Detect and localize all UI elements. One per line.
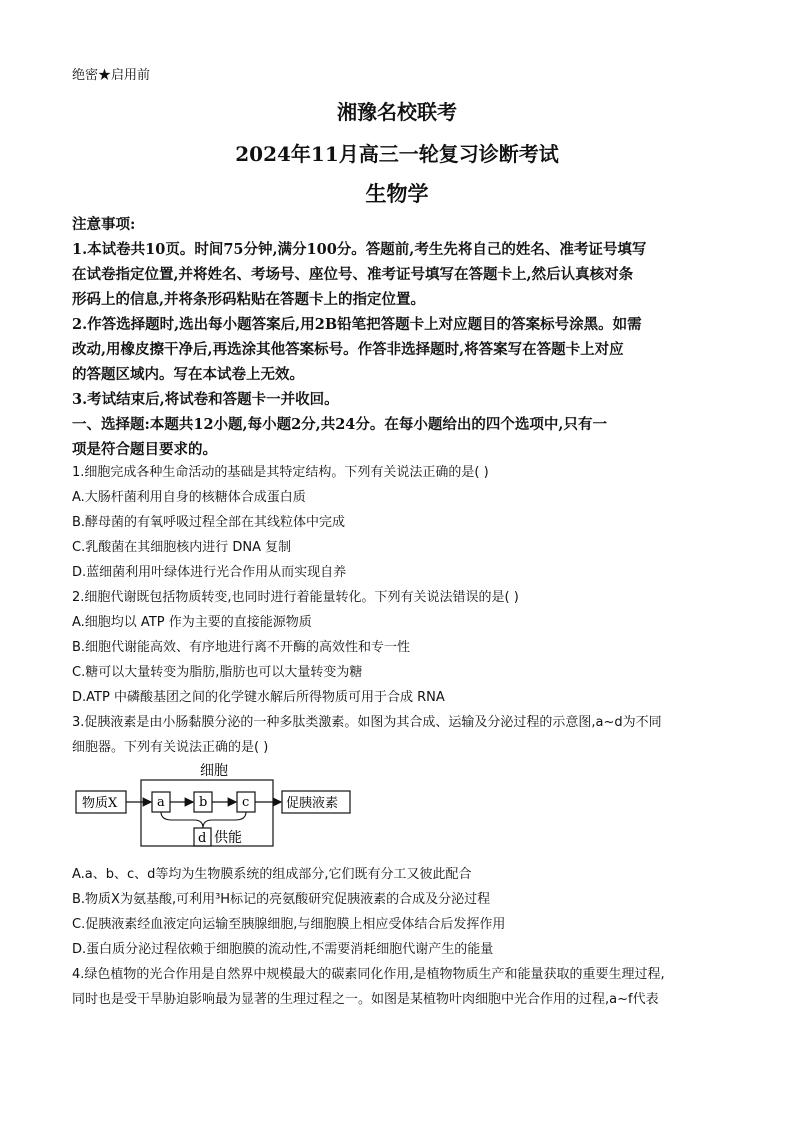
question-stem: 3.促胰液素是由小肠黏膜分泌的一种多肽类激素。如图为其合成、运输及分泌过程的示意图,a~d为不同 xyxy=(72,715,662,730)
answer-option: C.糖可以大量转变为脂肪,脂肪也可以大量转变为糖 xyxy=(72,665,363,680)
answer-option: B.物质X为氨基酸,可利用³H标记的亮氨酸研究促胰液素的合成及分泌过程 xyxy=(72,892,491,907)
instructions-section xyxy=(72,212,732,462)
answer-option: A.大肠杆菌利用自身的核糖体合成蛋白质 xyxy=(72,490,306,505)
instruction-line: 的答题区域内。写在本试卷上无效。 xyxy=(72,366,304,383)
question-stem: 2.细胞代谢既包括物质转变,也同时进行着能量转化。下列有关说法错误的是( ) xyxy=(72,590,519,605)
question-stem: 细胞器。下列有关说法正确的是( ) xyxy=(72,740,269,755)
energy-supply-label: 供能 xyxy=(214,830,242,846)
question-stem: 1.细胞完成各种生命活动的基础是其特定结构。下列有关说法正确的是( ) xyxy=(72,465,489,480)
instruction-line: 在试卷指定位置,并将姓名、考场号、座位号、准考证号填写在答题卡上,然后认真核对条 xyxy=(72,266,634,283)
organelle-b-label: b xyxy=(199,795,208,810)
questions-block xyxy=(72,460,732,760)
question-stem: 4.绿色植物的光合作用是自然界中规模最大的碳素同化作用,是植物物质生产和能量获取的重要生理过程, xyxy=(72,967,665,982)
answer-option: B.细胞代谢能高效、有序地进行离不开酶的高效性和专一性 xyxy=(72,640,411,655)
questions-continued xyxy=(72,862,732,1012)
instruction-line: 改动,用橡皮擦干净后,再选涂其他答案标号。作答非选择题时,将答案写在答题卡上对应 xyxy=(72,341,624,358)
instruction-line: 3.考试结束后,将试卷和答题卡一并收回。 xyxy=(72,391,339,408)
answer-option: C.促胰液素经血液定向运输至胰腺细胞,与细胞膜上相应受体结合后发挥作用 xyxy=(72,917,506,932)
secretion-diagram xyxy=(72,762,392,861)
subject-title: 生物学 xyxy=(365,181,429,206)
answer-option: D.ATP 中磷酸基团之间的化学键水解后所得物质可用于合成 RNA xyxy=(72,690,445,705)
substance-x-label: 物质X xyxy=(82,796,118,811)
instructions-heading: 注意事项: xyxy=(72,216,136,233)
answer-option: A.a、b、c、d等均为生物膜系统的组成部分,它们既有分工又彼此配合 xyxy=(72,867,472,882)
instruction-line: 2.作答选择题时,选出每小题答案后,用2B铅笔把答题卡上对应题目的答案标号涂黑。如需 xyxy=(72,316,642,333)
secretin-label: 促胰液素 xyxy=(286,796,339,811)
answer-option: C.乳酸菌在其细胞核内进行 DNA 复制 xyxy=(72,540,292,555)
answer-option: B.酵母菌的有氧呼吸过程全部在其线粒体中完成 xyxy=(72,515,346,530)
exam-organizer-title: 湘豫名校联考 xyxy=(337,100,457,124)
organelle-d-label: d xyxy=(198,831,207,846)
answer-option: D.蛋白质分泌过程依赖于细胞膜的流动性,不需要消耗细胞代谢产生的能量 xyxy=(72,942,494,957)
cell-label: 细胞 xyxy=(200,763,228,779)
instruction-line: 1.本试卷共10页。时间75分钟,满分100分。答题前,考生先将自己的姓名、准考证号填写 xyxy=(72,241,647,258)
instruction-line: 形码上的信息,并将条形码粘贴在答题卡上的指定位置。 xyxy=(72,291,426,308)
exam-name-title: 2024年11月高三一轮复习诊断考试 xyxy=(235,142,559,166)
confidential-mark: 绝密★启用前 xyxy=(72,68,151,83)
organelle-a-label: a xyxy=(157,795,165,810)
energy-brace xyxy=(161,812,246,828)
question-stem: 同时也是受干旱胁迫影响最为显著的生理过程之一。如图是某植物叶肉细胞中光合作用的过程,a~f代表 xyxy=(72,992,659,1007)
answer-option: D.蓝细菌利用叶绿体进行光合作用从而实现自养 xyxy=(72,565,347,580)
organelle-c-label: c xyxy=(242,795,250,810)
section-heading-line: 项是符合题目要求的。 xyxy=(72,441,217,458)
answer-option: A.细胞均以 ATP 作为主要的直接能源物质 xyxy=(72,615,312,630)
section-heading-line: 一、选择题:本题共12小题,每小题2分,共24分。在每小题给出的四个选项中,只有一 xyxy=(72,416,607,433)
secretion-diagram-svg xyxy=(72,762,392,857)
